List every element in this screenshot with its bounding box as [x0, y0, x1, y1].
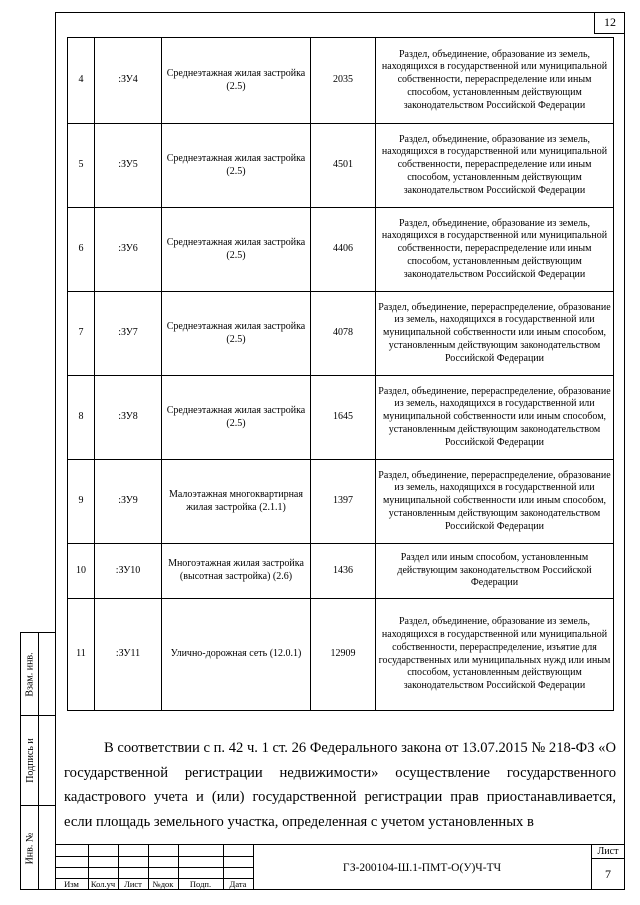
row-number: 8	[68, 376, 95, 460]
formation-method: Раздел, объединение, перераспределение, образование из земель, находящихся в государственной или муниципальной собственности или иным способом, установленным действующим законодательством Российской Федерации	[376, 292, 614, 376]
plot-code: :ЗУ8	[95, 376, 162, 460]
plot-area: 1645	[311, 376, 376, 460]
plot-area: 4406	[311, 208, 376, 292]
table-row	[68, 376, 614, 460]
plot-code: :ЗУ4	[95, 38, 162, 124]
permitted-use: Среднеэтажная жилая застройка (2.5)	[162, 124, 311, 208]
stamp-col-data: Дата	[229, 879, 247, 889]
table-row	[68, 208, 614, 292]
row-number: 4	[68, 38, 95, 124]
strip-label-podpis: Подпись и	[24, 737, 36, 783]
table-row	[68, 544, 614, 599]
formation-method: Раздел, объединение, образование из земель, находящихся в государственной или муниципальной собственности, перераспределение или иным способом, установленным действующим законодательством Российской Федерации	[376, 38, 614, 124]
strip-label-inv: Инв. №	[24, 832, 36, 864]
land-plots-table	[67, 37, 614, 711]
formation-method: Раздел, объединение, образование из земель, находящихся в государственной или муниципальной собственности, перераспределение или иным способом, установленным действующим законодательством Российской Федерации	[376, 124, 614, 208]
formation-method: Раздел, объединение, образование из земель, находящихся в государственной или муниципальной собственности, перераспределение или иным способом, установленным действующим законодательством Российской Федерации	[376, 208, 614, 292]
plot-code: :ЗУ6	[95, 208, 162, 292]
row-number: 9	[68, 460, 95, 544]
stamp-col-podp: Подп.	[189, 879, 212, 889]
permitted-use: Среднеэтажная жилая застройка (2.5)	[162, 208, 311, 292]
stamp-col-koluch: Кол.уч	[90, 879, 116, 889]
stamp-col-izm: Изм	[64, 879, 79, 889]
formation-method: Раздел или иным способом, установленным действующим законодательством Российской Федерации	[376, 544, 614, 599]
plot-area: 12909	[311, 599, 376, 711]
plot-area: 1436	[311, 544, 376, 599]
formation-method: Раздел, объединение, образование из земель, находящихся в государственной или муниципальной собственности, перераспределение, изъятие для государственных или муниципальных нужд или иным способом, установленным действующим законодательством Российской Федерации	[376, 599, 614, 711]
table-row	[68, 124, 614, 208]
sheet-number: 7	[605, 867, 611, 881]
plot-code: :ЗУ9	[95, 460, 162, 544]
stamp-col-list: Лист	[124, 879, 142, 889]
stamp-col-ndok: №док	[152, 879, 174, 889]
sheet-label: Лист	[591, 845, 625, 859]
table-row	[68, 599, 614, 711]
row-number: 6	[68, 208, 95, 292]
page-corner-number: 12	[594, 12, 625, 34]
table-row	[68, 38, 614, 124]
permitted-use: Малоэтажная многоквартирная жилая застройка (2.1.1)	[162, 460, 311, 544]
title-block	[55, 844, 625, 890]
plot-area: 2035	[311, 38, 376, 124]
row-number: 11	[68, 599, 95, 711]
formation-method: Раздел, объединение, перераспределение, образование из земель, находящихся в государственной или муниципальной собственности или иным способом, установленным действующим законодательством Российской Федерации	[376, 460, 614, 544]
table-row	[68, 292, 614, 376]
plot-code: :ЗУ10	[95, 544, 162, 599]
permitted-use: Улично-дорожная сеть (12.0.1)	[162, 599, 311, 711]
permitted-use: Среднеэтажная жилая застройка (2.5)	[162, 376, 311, 460]
body-paragraph: В соответствии с п. 42 ч. 1 ст. 26 Федерального закона от 13.07.2015 № 218-ФЗ «О государственной регистрации недвижимости» осуществление государственного кадастрового учета и (или) государственной регистрации прав приостанавливается, если площадь земельного участка, определенная с учетом установленных в	[64, 740, 616, 830]
plot-code: :ЗУ5	[95, 124, 162, 208]
permitted-use: Среднеэтажная жилая застройка (2.5)	[162, 292, 311, 376]
plot-area: 1397	[311, 460, 376, 544]
plot-area: 4078	[311, 292, 376, 376]
permitted-use: Среднеэтажная жилая застройка (2.5)	[162, 38, 311, 124]
document-id: ГЗ-200104-Ш.1-ПМТ-О(У)Ч-ТЧ	[342, 862, 502, 874]
plot-area: 4501	[311, 124, 376, 208]
row-number: 5	[68, 124, 95, 208]
plot-code: :ЗУ11	[95, 599, 162, 711]
permitted-use: Многоэтажная жилая застройка (высотная застройка) (2.6)	[162, 544, 311, 599]
row-number: 7	[68, 292, 95, 376]
plot-code: :ЗУ7	[95, 292, 162, 376]
strip-label-vzam: Взам. инв.	[24, 651, 36, 697]
table-row	[68, 460, 614, 544]
row-number: 10	[68, 544, 95, 599]
formation-method: Раздел, объединение, перераспределение, образование из земель, находящихся в государственной или муниципальной собственности или иным способом, установленным действующим законодательством Российской Федерации	[376, 376, 614, 460]
left-margin-strip	[20, 632, 55, 890]
